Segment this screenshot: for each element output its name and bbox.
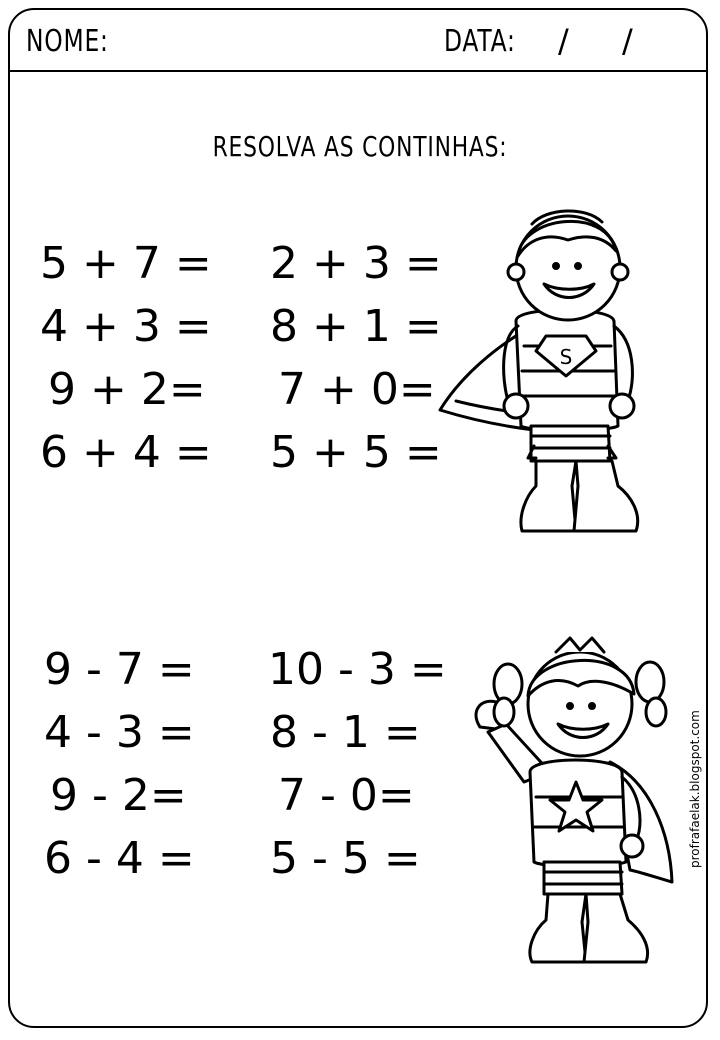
addition-problem: 5 + 5 =: [270, 427, 442, 478]
date-separator-1: /: [558, 22, 569, 60]
addition-problem: 9 + 2=: [48, 364, 206, 415]
addition-problem: 5 + 7 =: [40, 238, 212, 289]
addition-problem: 2 + 3 =: [270, 238, 442, 289]
header-bar: [10, 10, 706, 72]
site-credit: profrafaelak.blogspot.com: [688, 710, 702, 868]
addition-problem: 7 + 0=: [278, 364, 436, 415]
subtraction-problem: 5 - 5 =: [270, 833, 421, 884]
instruction-title: RESOLVA AS CONTINHAS:: [212, 130, 508, 163]
subtraction-problem: 9 - 2=: [50, 770, 187, 821]
addition-problem: 8 + 1 =: [270, 301, 442, 352]
addition-problem: 6 + 4 =: [40, 427, 212, 478]
date-separator-2: /: [622, 22, 633, 60]
subtraction-problem: 10 - 3 =: [268, 644, 447, 695]
date-label: DATA:: [444, 24, 516, 59]
hero-emblem-letter: S: [559, 345, 573, 369]
addition-problem: 4 + 3 =: [40, 301, 212, 352]
name-label: NOME:: [26, 24, 109, 59]
subtraction-problem: 8 - 1 =: [270, 707, 421, 758]
superhero-boy-illustration: [436, 196, 686, 546]
subtraction-problem: 7 - 0=: [278, 770, 415, 821]
subtraction-problem: 6 - 4 =: [44, 833, 195, 884]
subtraction-problem: 9 - 7 =: [44, 644, 195, 695]
subtraction-problem: 4 - 3 =: [44, 707, 195, 758]
superhero-girl-illustration: [460, 632, 690, 968]
